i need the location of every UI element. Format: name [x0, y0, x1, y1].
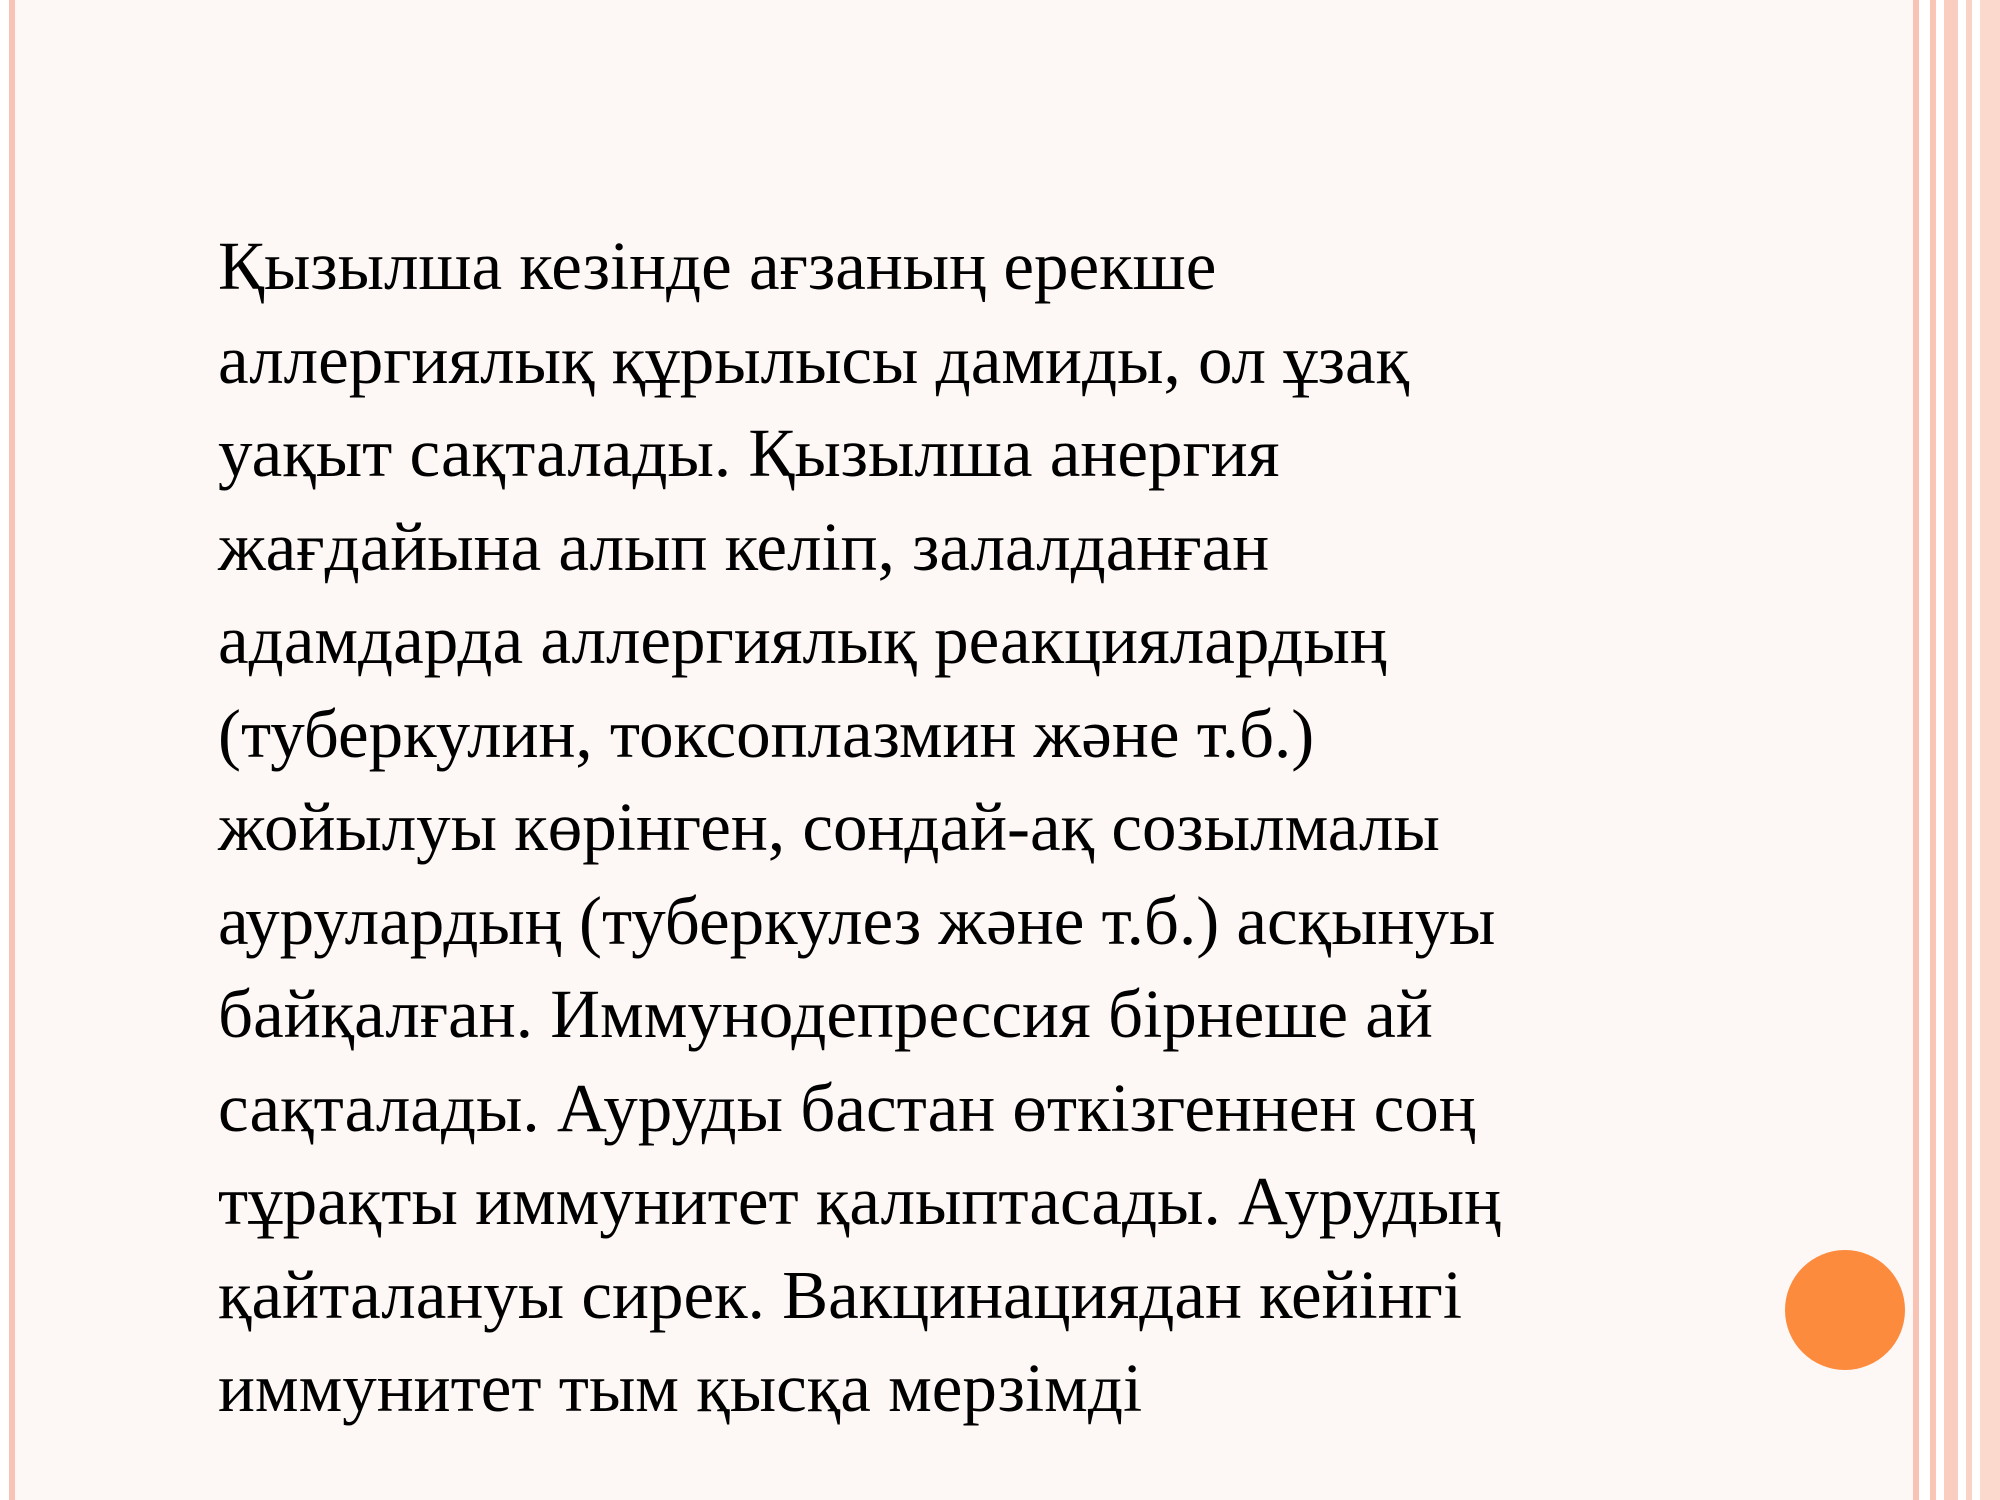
text-line: иммунитет тым қысқа мерзімді — [218, 1350, 1143, 1426]
text-line: аллергиялық құрылысы дамиды, ол ұзақ — [218, 321, 1410, 398]
decorative-stripe — [1944, 0, 1958, 1500]
accent-circle — [1785, 1250, 1905, 1370]
text-line: (туберкулин, токсоплазмин және т.б.) — [218, 695, 1315, 772]
text-line: жойылуы көрінген, сондай-ақ созылмалы — [218, 789, 1440, 865]
text-line: Қызылша кезінде ағзаның ерекше — [218, 228, 1217, 304]
text-line: тұрақты иммунитет қалыптасады. Аурудың — [218, 1163, 1502, 1239]
decorative-stripe — [1966, 0, 1972, 1500]
text-line: сақталады. Ауруды бастан өткізгеннен соң — [218, 1069, 1476, 1146]
slide-body-text — [218, 220, 1738, 1436]
text-line: қайталануы сирек. Вакцинациядан кейінгі — [218, 1256, 1463, 1333]
text-line: уақыт сақталады. Қызылша анергия — [218, 415, 1280, 491]
text-line: адамдарда аллергиялық реакциялардың — [218, 602, 1387, 678]
text-line: жағдайына алып келіп, залалданған — [218, 508, 1270, 585]
text-line: аурулардың (туберкулез және т.б.) асқынуы — [218, 882, 1496, 959]
text-line: байқалған. Иммунодепрессия бірнеше ай — [218, 976, 1433, 1052]
decorative-stripe — [1930, 0, 1936, 1500]
decorative-stripe — [1980, 0, 2000, 1500]
